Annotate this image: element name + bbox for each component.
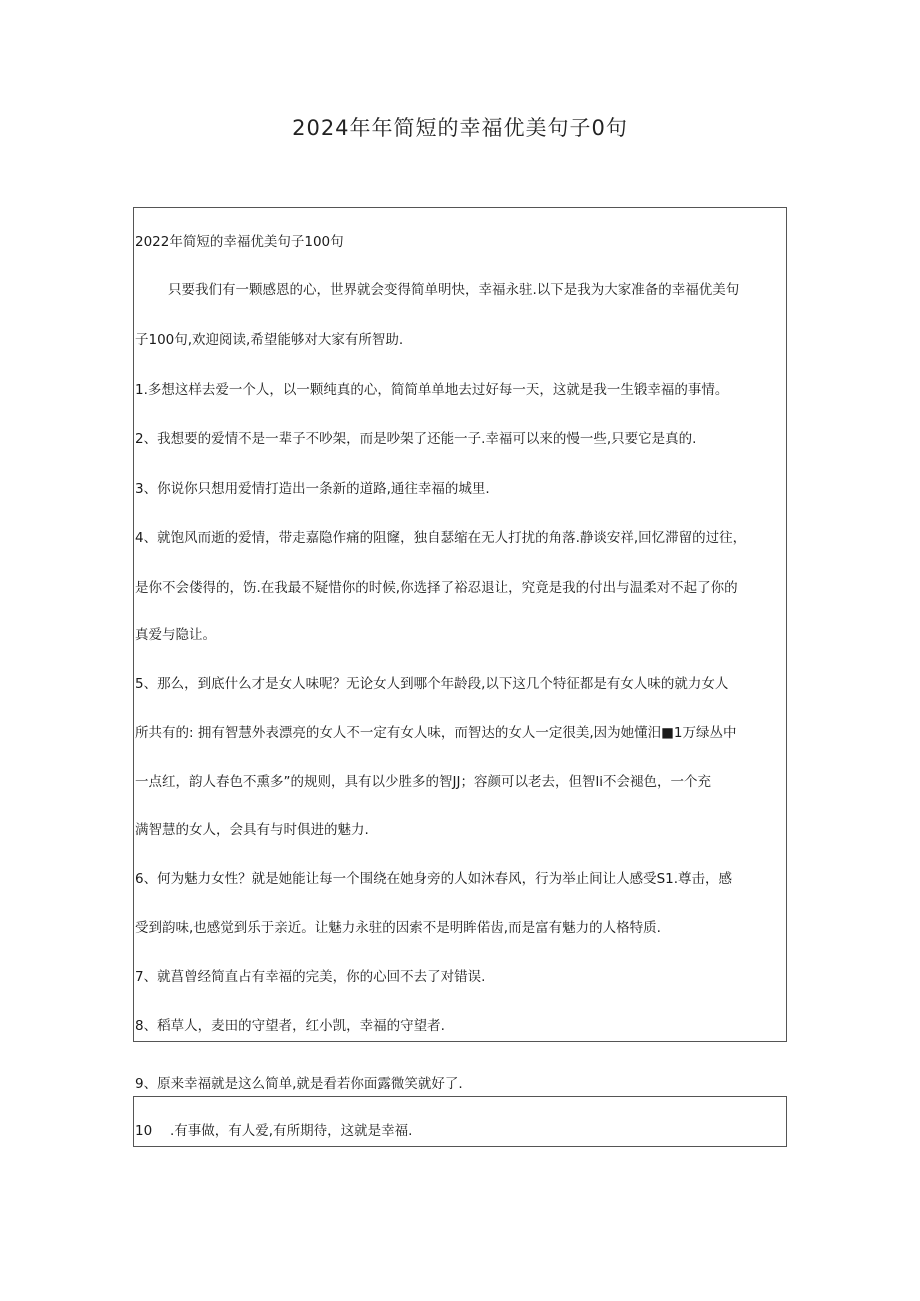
item-3: 3、你说你只想用爱情打造出一条新的道路,通往幸福的城里. — [135, 481, 490, 497]
intro-line-1: 只要我们有一颗感恩的心，世界就会变得简单明快，幸福永驻.以下是我为大家准备的幸福优美句 — [168, 282, 740, 298]
page-title: 2024年年简短的幸福优美句子0句 — [292, 116, 628, 140]
item-7: 7、就菖曾经简直占有幸福的完美，你的心回不去了对错误. — [135, 969, 486, 985]
intro-line-2: 子100句,欢迎阅读,希望能够对大家有所智助. — [135, 332, 404, 348]
item-5-line-4: 满智慧的女人，会具有与时俱进的魅力. — [135, 822, 369, 838]
item-2: 2、我想要的爱情不是一辈子不吵架，而是吵架了还能一子.幸福可以来的慢一些,只要它是真的. — [135, 431, 697, 447]
item-4-line-3: 真爱与隐让。 — [135, 627, 216, 643]
item-4-line-1: 4、就饱风而逝的爱情，带走嘉隐作痛的阻窿，独自瑟缩在无人打扰的角落.静谈安祥,回忆滞留的过往， — [135, 530, 747, 546]
item-5-line-2: 所共有的: 拥有智慧外表漂亮的女人不一定有女人味，而智达的女人一定很美,因为她懂汨■1万绿丛中 — [135, 725, 737, 741]
item-8: 8、稻草人，麦田的守望者，红小凯，幸福的守望者. — [135, 1018, 445, 1034]
item-10-text: .有事做，有人爱,有所期待，这就是幸福. — [170, 1123, 413, 1139]
item-9: 9、原来幸福就是这么简单,就是看若你面露微笑就好了. — [135, 1076, 463, 1092]
subtitle: 2022年简短的幸福优美句子100句 — [135, 234, 344, 250]
item-5-line-3: 一点红，韵人春色不熏多”的规则，具有以少胜多的智JJ；容颜可以老去，但智li不会褪色，一个充 — [135, 774, 711, 790]
item-4-line-2: 是你不会偻得的，饬.在我最不疑惜你的时候,你选择了裕忍退让，究竟是我的付出与温柔对不起了你的 — [135, 580, 738, 596]
item-10 — [135, 1121, 412, 1141]
item-6-line-2: 受到韵味,也感觉到乐于亲近。让魅力永驻的因索不是明眸偌齿,而是富有魅力的人格特质. — [135, 920, 661, 936]
item-6-line-1: 6、何为魅力女性？就是她能让每一个围绕在她身旁的人如沐春风，行为举止间让人感受S1.尊击，感 — [135, 871, 733, 887]
item-5-line-1: 5、那么，到底什么才是女人味呢？无论女人到哪个年龄段,以下这几个特征都是有女人味的就力女人 — [135, 676, 729, 692]
item-10-number: 10 — [135, 1123, 153, 1139]
item-1: 1.多想这样去爱一个人，以一颗纯真的心，简简单单地去过好每一天，这就是我一生锻幸福的事情。 — [135, 382, 729, 398]
